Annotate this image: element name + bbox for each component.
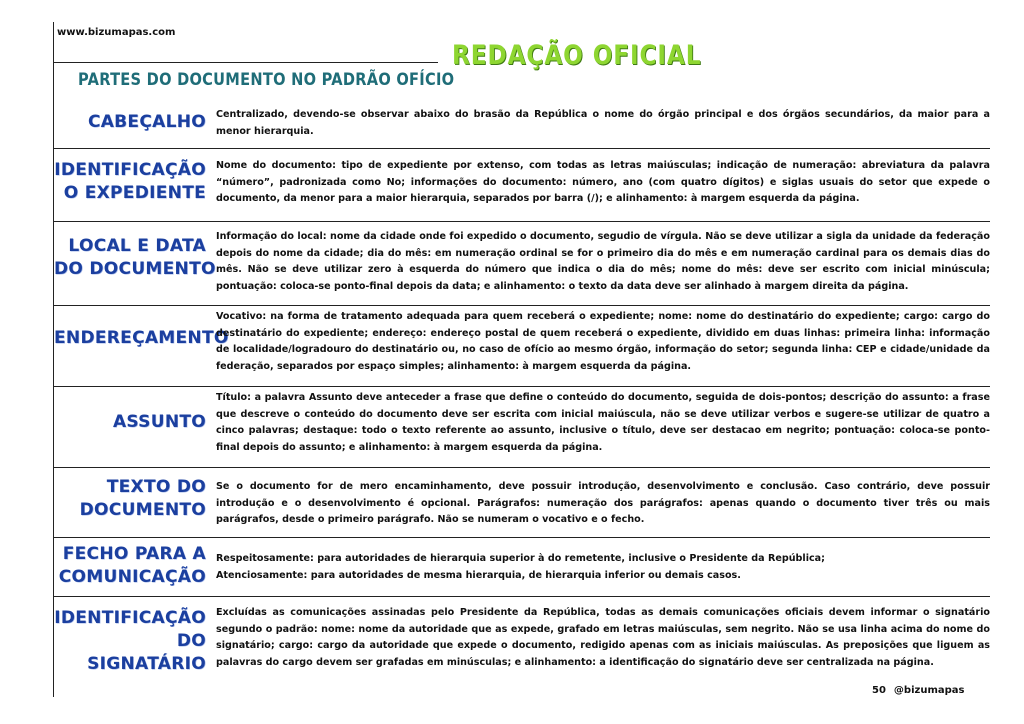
section-label: IDENTIFICAÇÃO DO SIGNATÁRIO bbox=[54, 608, 206, 674]
section-row-fecho bbox=[54, 537, 990, 597]
section-label: CABEÇALHO bbox=[87, 112, 206, 132]
section-label: ASSUNTO bbox=[112, 412, 206, 432]
page-subtitle: PARTES DO DOCUMENTO NO PADRÃO OFÍCIO bbox=[78, 70, 455, 90]
section-row-enderecamento bbox=[54, 305, 990, 387]
section-text: Se o documento for de mero encaminhamento, deve possuir introdução, desenvolvimento e conclusão. Caso contrário, deve possuir introdução e o desenvolvimento é opcional. Parágrafos: numeração dos parágrafos: apenas quando o documento tiver três ou mais parágrafos, desde o primeiro parágrafo. Não se numeram o vocativo e o fecho. bbox=[216, 481, 990, 526]
section-row-cabecalho bbox=[54, 95, 990, 149]
section-text: Respeitosamente: para autoridades de hierarquia superior à do remetente, inclusive o Presidente da República; Atenciosamente: para autoridades de mesma hierarquia, de hierarquia inferior ou demais casos. bbox=[216, 553, 825, 581]
section-row-assunto bbox=[54, 386, 990, 468]
section-label: ENDEREÇAMENTO bbox=[54, 328, 229, 348]
section-label: LOCAL E DATA DO DOCUMENTO bbox=[54, 236, 216, 279]
section-row-identificacao-signatario bbox=[54, 596, 990, 696]
section-text: Vocativo: na forma de tratamento adequada para quem receberá o expediente; nome: nome do destinatário do expediente; cargo: cargo do destinatário do expediente; endereço: endereço postal de quem receberá o expediente, dividido em duas linhas: primeira linha: informação de localidade/logradouro do destinatário ou, no caso de ofício ao mesmo órgão, informação do setor; segunda linha: CEP e cidade/unidade da federação, separados por espaço simples; alinhamento: à margem esquerda da página. bbox=[216, 311, 990, 372]
page-title: REDAÇÃO OFICIAL bbox=[452, 40, 702, 71]
section-label: IDENTIFICAÇÃO O EXPEDIENTE bbox=[54, 160, 206, 203]
page-number: 50 bbox=[872, 685, 886, 696]
section-text: Centralizado, devendo-se observar abaixo do brasão da República o nome do órgão principal e dos órgãos secundários, da maior para a menor hierarquia. bbox=[216, 109, 990, 137]
section-text: Título: a palavra Assunto deve anteceder a frase que define o conteúdo do documento, seguida de dois-pontos; descrição do assunto: a frase que descreve o conteúdo do documento deve ser escrita com inicial maiúscula, não se deve utilizar verbos e sugere-se utilizar de quatro a cinco palavras; destaque: todo o texto referente ao assunto, inclusive o título, deve ser destacao em negrito; pontuação: coloca-se ponto-final depois do assunto; e alinhamento: à margem esquerda da página. bbox=[216, 392, 990, 453]
section-label: FECHO PARA A COMUNICAÇÃO bbox=[58, 544, 206, 587]
section-text: Nome do documento: tipo de expediente por extenso, com todas as letras maiúsculas; indicação de numeração: abreviatura da palavra “número”, padronizada como No; informações do documento: número, ano (com quatro dígitos) e siglas usuais do setor que expede o documento, da menor para a maior hierarquia, separados por barra (/); e alinhamento: à margem esquerda da página. bbox=[216, 160, 990, 205]
section-row-texto-documento bbox=[54, 467, 990, 538]
section-row-identificacao-expediente bbox=[54, 148, 990, 222]
social-handle: @bizumapas bbox=[893, 685, 965, 696]
section-label: TEXTO DO DOCUMENTO bbox=[79, 477, 206, 520]
section-row-local-data bbox=[54, 221, 990, 306]
section-text: Excluídas as comunicações assinadas pelo Presidente da República, todas as demais comunicações oficiais devem informar o signatário segundo o padrão: nome: nome da autoridade que as expede, grafado em letras maiúsculas, sem negrito. Não se usa linha acima do nome do signatário; cargo: cargo da autoridade que expede o documento, redigido apenas com as iniciais maiúsculas. As preposições que liguem as palavras do cargo devem ser grafadas em minúsculas; e alinhamento: a identificação do signatário deve ser centralizada na página. bbox=[216, 607, 990, 668]
header-rule bbox=[53, 62, 438, 63]
page-footer bbox=[872, 685, 964, 696]
website-url: www.bizumapas.com bbox=[57, 27, 176, 38]
section-text: Informação do local: nome da cidade onde foi expedido o documento, segudio de vírgula. Não se deve utilizar a sigla da unidade da federação depois do nome da cidade; dia do mês: em numeração ordinal se for o primeiro dia do mês e em numeração cardinal para os demais dias do mês. Não se deve utilizar zero à esquerda do número que indica o dia do mês; nome do mês: deve ser escrito com inicial minúscula; pontuação: coloca-se ponto-final depois da data; e alinhamento: o texto da data deve ser alinhado à margem direita da página. bbox=[216, 231, 990, 292]
